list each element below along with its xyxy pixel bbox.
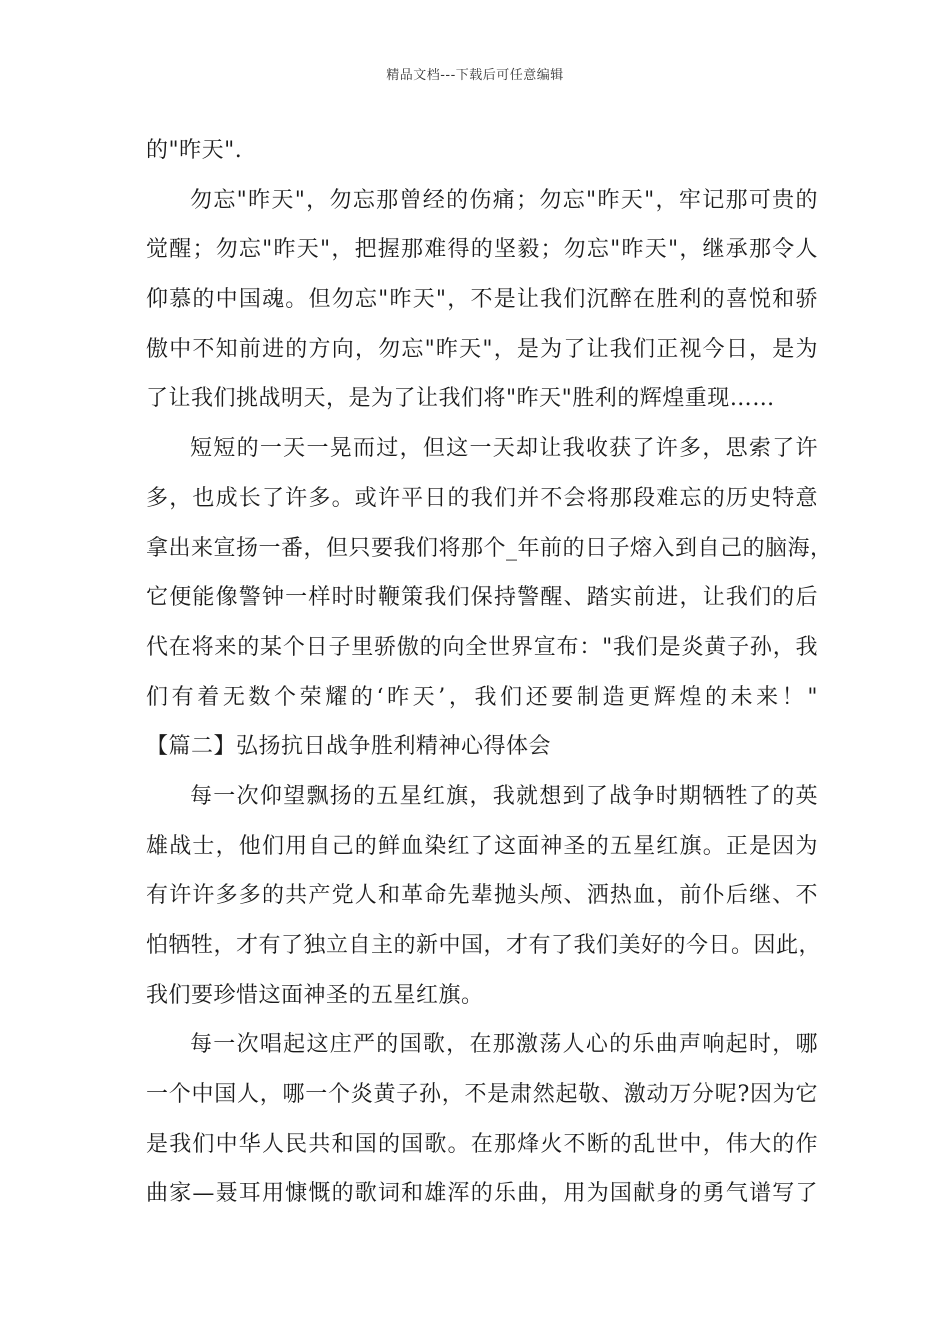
text-line: 代在将来的某个日子里骄傲的向全世界宣布："我们是炎黄子孙，我 — [146, 634, 818, 660]
text-line: 雄战士，他们用自己的鲜血染红了这面神圣的五星红旗。正是因为 — [146, 833, 818, 859]
text-line: 傲中不知前进的方向，勿忘"昨天"，是为了让我们正视今日，是为 — [146, 336, 818, 362]
text-line: 它便能像警钟一样时时鞭策我们保持警醒、踏实前进，让我们的后 — [146, 585, 818, 611]
text-line: 勿忘"昨天"，勿忘那曾经的伤痛；勿忘"昨天"，牢记那可贵的 — [190, 187, 818, 213]
text-line: 曲家—聂耳用慷慨的歌词和雄浑的乐曲，用为国献身的勇气谱写了 — [146, 1181, 818, 1207]
text-line: 【篇二】弘扬抗日战争胜利精神心得体会 — [146, 734, 552, 760]
text-line: 有许许多多的共产党人和革命先辈抛头颅、洒热血，前仆后继、不 — [146, 883, 818, 909]
text-line: 怕牺牲，才有了独立自主的新中国，才有了我们美好的今日。因此， — [146, 933, 822, 958]
text-line: 仰慕的中国魂。但勿忘"昨天"，不是让我们沉醉在胜利的喜悦和骄 — [146, 287, 818, 313]
text-line: 们有着无数个荣耀的‘昨天’，我们还要制造更辉煌的未来！" — [146, 684, 818, 710]
text-line: 觉醒；勿忘"昨天"，把握那难得的坚毅；勿忘"昨天"，继承那令人 — [146, 237, 818, 263]
document-body — [146, 126, 833, 1219]
text-line: 了让我们挑战明天，是为了让我们将"昨天"胜利的辉煌重现…… — [146, 386, 775, 412]
text-line: 短短的一天一晃而过，但这一天却让我收获了许多，思索了许 — [190, 436, 818, 462]
text-line: 拿出来宣扬一番，但只要我们将那个_年前的日子熔入到自己的脑海， — [146, 535, 833, 561]
page-header: 精品文档---下载后可任意编辑 — [386, 68, 564, 83]
text-line: 的"昨天". — [146, 138, 243, 163]
text-line: 每一次仰望飘扬的五星红旗，我就想到了战争时期牺牲了的英 — [190, 783, 818, 809]
text-line: 多，也成长了许多。或许平日的我们并不会将那段难忘的历史特意 — [146, 485, 818, 511]
text-line: 一个中国人，哪一个炎黄子孙，不是肃然起敬、激动万分呢?因为它 — [146, 1082, 818, 1108]
text-line: 每一次唱起这庄严的国歌，在那激荡人心的乐曲声响起时，哪 — [190, 1032, 818, 1058]
text-line: 我们要珍惜这面神圣的五星红旗。 — [146, 982, 484, 1008]
text-line: 是我们中华人民共和国的国歌。在那烽火不断的乱世中，伟大的作 — [146, 1131, 818, 1157]
